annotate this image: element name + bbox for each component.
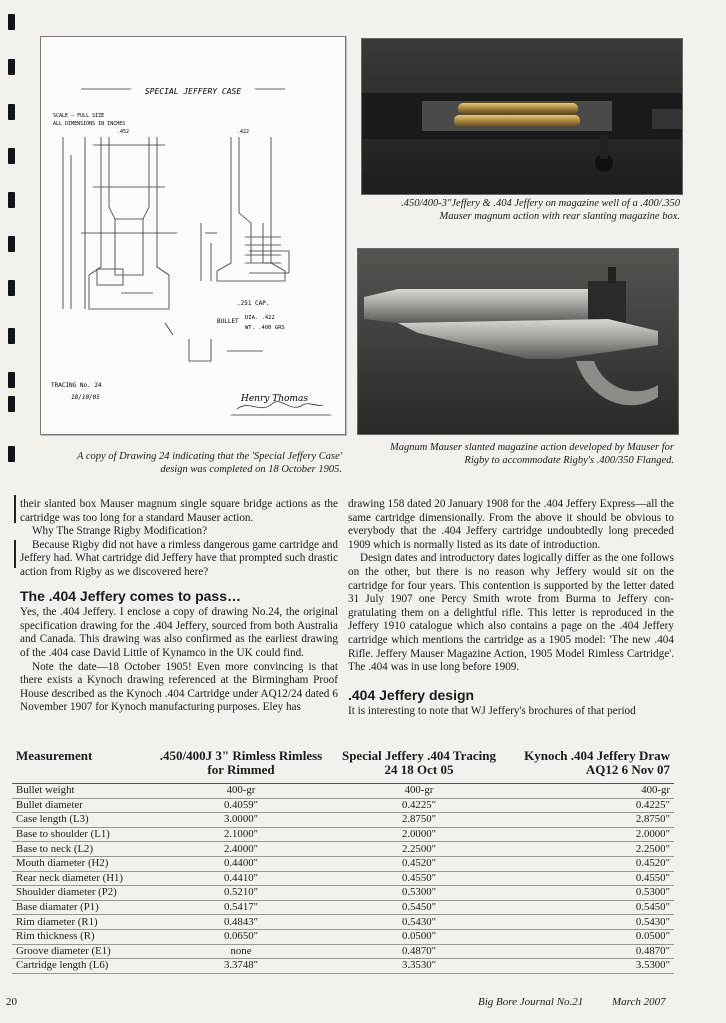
value-special-jeffery-cell: 3.3530" (330, 959, 508, 974)
left-text-column (20, 498, 338, 715)
left-paragraph-1: their slanted box Mauser magnum single square bridge actions as the cartridge was too long for a standard Mauser action. (20, 498, 338, 524)
rifle-action-image (362, 39, 682, 194)
value-special-jeffery-cell: 2.8750" (330, 813, 508, 828)
measurement-cell: Rim diameter (R1) (12, 915, 152, 930)
value-kynoch-cell: 0.0500" (508, 929, 674, 944)
value-450-400j-cell: 3.0000" (152, 813, 330, 828)
value-kynoch-cell: 0.5300" (508, 886, 674, 901)
measurement-cell: Groove diameter (E1) (12, 944, 152, 959)
cartridge-drawing (41, 37, 345, 434)
measurement-cell: Bullet weight (12, 784, 152, 799)
value-kynoch-cell: 3.5300" (508, 959, 674, 974)
value-kynoch-cell: 0.4870" (508, 944, 674, 959)
table-row (12, 856, 674, 871)
photo2-caption-line2: Rigby to accommodate Rigby's .400/350 Flanged. (464, 455, 674, 466)
drawing-date: 18/10/05 (71, 394, 100, 401)
section-heading-404-comes-to-pass: The .404 Jeffery comes to pass… (20, 587, 241, 604)
measurement-cell: Base to shoulder (L1) (12, 827, 152, 842)
value-450-400j-cell: 0.4400" (152, 856, 330, 871)
photo1-caption-line2: Mauser magnum action with rear slanting magazine box. (439, 211, 680, 222)
table-row (12, 959, 674, 974)
drawing-bullet-dia: DIA. .422 (245, 315, 275, 321)
drawing-tracing: TRACING No. 24 (51, 382, 102, 389)
measurement-cell: Mouth diameter (H2) (12, 856, 152, 871)
left-paragraph-5: Note the date—18 October 1905! Even more convincing is that there exists a Kynoch drawing referenced at the Birmingham Proof House described as the Kynoch .404 Cartridge under AQ12/24 dated 6 November 1907 for Kynoch manufacturing purposes. Eley has (20, 660, 338, 714)
drawing-dim-right: .422 (237, 129, 250, 135)
journal-name: Big Bore Journal No.21 (478, 996, 584, 1008)
value-450-400j-cell: 3.3748" (152, 959, 330, 974)
drawing-dims-note: ALL DIMENSIONS IN INCHES (53, 121, 126, 127)
drawing-24-figure (40, 36, 346, 435)
value-450-400j-cell: 0.5417" (152, 900, 330, 915)
right-paragraph-1: drawing 158 dated 20 January 1908 for the .404 Jeffery Express—all the same cartridge dimensionally. From the above it should be obvious to everybody that the .404 Jeffery cartridge undoubtedly long preceded 1909 which is normally listed as its date of introduction. (348, 498, 674, 551)
measurement-cell: Base to neck (L2) (12, 842, 152, 857)
value-kynoch-cell: 2.8750" (508, 813, 674, 828)
measurement-cell: Case length (L3) (12, 813, 152, 828)
measurement-cell: Shoulder diameter (P2) (12, 886, 152, 901)
value-kynoch-cell: 2.0000" (508, 827, 674, 842)
measurement-cell: Rear neck diameter (H1) (12, 871, 152, 886)
drawing-caption (40, 450, 342, 476)
value-special-jeffery-cell: 2.2500" (330, 842, 508, 857)
value-450-400j-cell: 2.4000" (152, 842, 330, 857)
table-row (12, 784, 674, 799)
table-body (12, 784, 674, 974)
value-kynoch-cell: 400-gr (508, 784, 674, 799)
drawing-scale-note: SCALE — FULL SIZE (53, 113, 105, 119)
table-row (12, 929, 674, 944)
value-450-400j-cell: 2.1000" (152, 827, 330, 842)
cartridge-dimension-table (12, 748, 674, 974)
left-paragraph-4: Yes, the .404 Jeffery. I enclose a copy of drawing No.24, the original specification drawing for the .404 Jeffery, sourced from both Australia and Canada. This drawing was also confirmed as the earliest drawing of the .404 case David Little of Kynamco in the UK could find. (20, 606, 338, 659)
photo2-caption (350, 441, 674, 467)
table-row (12, 944, 674, 959)
table-header-special-jeffery: Special Jeffery .404 Tracing 24 18 Oct 05 (330, 748, 508, 784)
journal-date: March 2007 (612, 996, 666, 1008)
value-450-400j-cell: 0.0650" (152, 929, 330, 944)
drawing-bullet-wt: WT. .400 GRS (245, 325, 285, 331)
page-number: 20 (6, 996, 17, 1008)
measurement-cell: Base diamater (P1) (12, 900, 152, 915)
table-header-row (12, 748, 674, 784)
value-450-400j-cell: 0.4410" (152, 871, 330, 886)
value-kynoch-cell: 0.4520" (508, 856, 674, 871)
drawing-cap-note: .251 CAP. (237, 300, 270, 307)
left-subhead-question: Why The Strange Rigby Modification? (32, 525, 208, 538)
drawing-signature: Henry Thomas (241, 394, 308, 404)
right-paragraph-3: It is interesting to note that WJ Jeffery's brochures of that period (348, 705, 636, 718)
photo1-caption (360, 197, 680, 223)
table-row (12, 886, 674, 901)
rifle-magazine-photo (361, 38, 683, 195)
value-450-400j-cell: 0.4843" (152, 915, 330, 930)
value-kynoch-cell: 0.5430" (508, 915, 674, 930)
drawing-caption-line1: A copy of Drawing 24 indicating that the 'Special Jeffery Case' (76, 451, 342, 462)
value-450-400j-cell: none (152, 944, 330, 959)
table-row (12, 827, 674, 842)
mauser-action-image (358, 249, 678, 434)
value-450-400j-cell: 400-gr (152, 784, 330, 799)
table-header-450-400j: .450/400J 3" Rimless Rimless for Rimmed (152, 748, 330, 784)
left-margin-mark (14, 495, 16, 523)
value-450-400j-cell: 0.5210" (152, 886, 330, 901)
right-text-column (348, 498, 674, 719)
measurement-cell: Rim thickness (R) (12, 929, 152, 944)
table-row (12, 798, 674, 813)
photo1-caption-line1: .450/400-3"Jeffery & .404 Jeffery on magazine well of a .400/.350 (401, 198, 680, 209)
value-special-jeffery-cell: 0.0500" (330, 929, 508, 944)
table-row (12, 915, 674, 930)
table-header-measurement: Measurement (12, 748, 152, 784)
measurement-cell: Cartridge length (L6) (12, 959, 152, 974)
value-special-jeffery-cell: 0.4550" (330, 871, 508, 886)
table-row (12, 900, 674, 915)
drawing-bullet-label: BULLET (217, 318, 239, 325)
value-kynoch-cell: 0.5450" (508, 900, 674, 915)
value-special-jeffery-cell: 0.5450" (330, 900, 508, 915)
drawing-dim-left: .452 (117, 129, 130, 135)
value-special-jeffery-cell: 0.5300" (330, 886, 508, 901)
table-row (12, 813, 674, 828)
mauser-action-photo (357, 248, 679, 435)
table-row (12, 871, 674, 886)
table-header-kynoch: Kynoch .404 Jeffery Draw AQ12 6 Nov 07 (508, 748, 674, 784)
photo2-caption-line1: Magnum Mauser slanted magazine action developed by Mauser for (389, 442, 674, 453)
measurement-cell: Bullet diameter (12, 798, 152, 813)
drawing-title: SPECIAL JEFFERY CASE (144, 87, 242, 96)
right-paragraph-2: Design dates and introductory dates logically differ as the one follows on the other, but there is no reason why Jeffery would sit on the cartridge for four years. This contention is supported by the letter dated 31 July 1907 one Percy Smith wrote from Burma to Jeffery con-gratulating them on a delightful rifle. This letter is reproduced in the Jeffery 1910 catalogue which also contains a page on the .404 Jeffery cartridge which mentions the cartridge as a 1905 model: 'The new .404 Rifle. Jeffery Mauser Magazine Action, 1905 Model Rimless Cartridge'. The .404 was in use long before 1909. (348, 552, 674, 674)
value-special-jeffery-cell: 0.4225" (330, 798, 508, 813)
left-paragraph-3: Because Rigby did not have a rimless dangerous game cartridge and Jeffery had. What cartridge did Jeffery have that prompted such drastic action from Rigby as we discovered here? (20, 538, 338, 578)
value-kynoch-cell: 2.2500" (508, 842, 674, 857)
value-special-jeffery-cell: 0.5430" (330, 915, 508, 930)
section-heading-404-design: .404 Jeffery design (348, 686, 475, 703)
value-kynoch-cell: 0.4225" (508, 798, 674, 813)
value-special-jeffery-cell: 400-gr (330, 784, 508, 799)
left-margin-mark-2 (14, 540, 16, 568)
value-450-400j-cell: 0.4059" (152, 798, 330, 813)
value-special-jeffery-cell: 0.4870" (330, 944, 508, 959)
value-special-jeffery-cell: 0.4520" (330, 856, 508, 871)
drawing-caption-line2: design was completed on 18 October 1905. (160, 464, 342, 475)
value-special-jeffery-cell: 2.0000" (330, 827, 508, 842)
value-kynoch-cell: 0.4550" (508, 871, 674, 886)
table-row (12, 842, 674, 857)
